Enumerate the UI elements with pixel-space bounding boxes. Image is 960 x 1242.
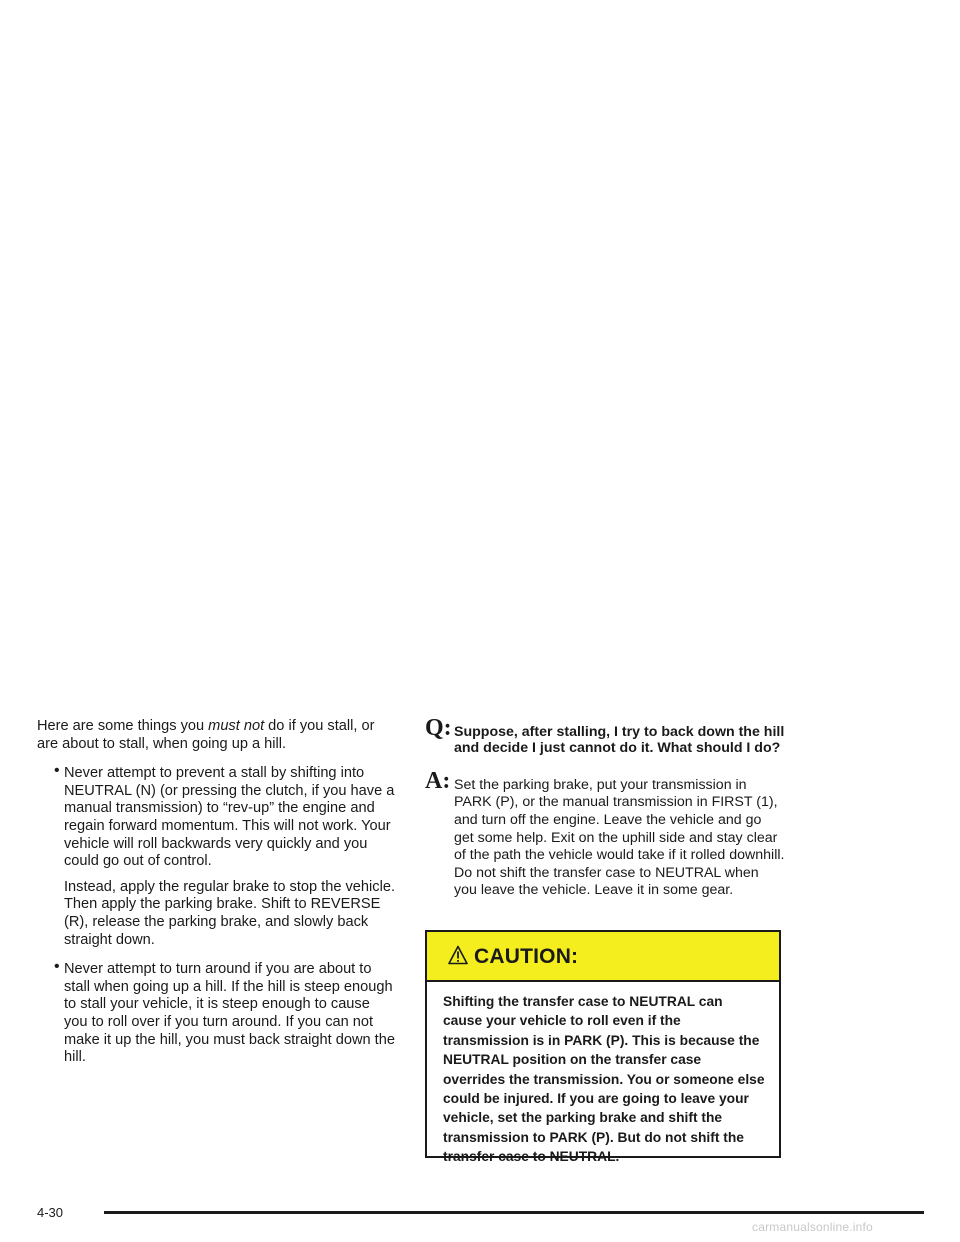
bullet-item xyxy=(37,762,397,949)
question-text: Suppose, after stalling, I try to back down the hill and decide I just cannot do it. What should I do? xyxy=(454,724,785,757)
caution-box xyxy=(425,930,781,1165)
left-column xyxy=(37,718,397,1067)
caution-title: CAUTION: xyxy=(474,945,579,968)
watermark: carmanualsonline.info xyxy=(752,1220,873,1234)
bullet-dot-icon: • xyxy=(54,958,60,976)
intro-emphasis: must not xyxy=(208,718,265,734)
intro-text-start: Here are some things you xyxy=(37,718,209,734)
intro-text-end: do if you stall, or are about to stall, when going up a hill. xyxy=(37,718,375,752)
caution-body: Shifting the transfer case to NEUTRAL can cause your vehicle to roll even if the transmission is in PARK (P). This is because the NEUTRAL position on the transfer case overrides the transmission. You or someone else could be injured. If you are going to leave your vehicle, set the parking brake and shift the transmission to PARK (P). But do not shift the transfer case to NEUTRAL. xyxy=(443,994,765,1165)
bullet-text: Never attempt to prevent a stall by shifting into NEUTRAL (N) (or pressing the clutch, if you have a manual transmission) to “rev-up” the engine and regain forward momentum. This will not work. Your vehicle will roll backwards very quickly and you could go out of control. xyxy=(64,765,395,870)
warning-triangle-icon xyxy=(448,945,468,965)
bullet-item xyxy=(37,958,397,1067)
question-block xyxy=(425,715,785,757)
bullet-subparagraph: Instead, apply the regular brake to stop the vehicle. Then apply the parking brake. Shift to REVERSE (R), release the parking brake, and slowly back straight down. xyxy=(64,878,395,948)
intro-paragraph xyxy=(37,718,397,753)
question-letter: Q: xyxy=(425,715,452,741)
bullet-dot-icon: • xyxy=(54,762,60,780)
page-number: 4-30 xyxy=(37,1205,64,1220)
answer-letter: A: xyxy=(425,767,451,794)
footer-divider xyxy=(104,1211,924,1214)
right-column xyxy=(425,715,785,900)
answer-block xyxy=(425,767,785,900)
caution-header xyxy=(427,932,779,982)
bullet-text: Never attempt to turn around if you are about to stall when going up a hill. If the hill is steep enough to stall your vehicle, it is steep enough to cause you to roll over if you turn around. If you can not make it up the hill, you must back straight down the hill. xyxy=(64,961,395,1066)
answer-text: Set the parking brake, put your transmission in PARK (P), or the manual transmission in FIRST (1), and turn off the engine. Leave the vehicle and go get some help. Exit on the uphill side and stay clear of the path the vehicle would take if it rolled downhill. Do not shift the transfer case to NEUTRAL when you leave the vehicle. Leave it in some gear. xyxy=(454,776,785,899)
